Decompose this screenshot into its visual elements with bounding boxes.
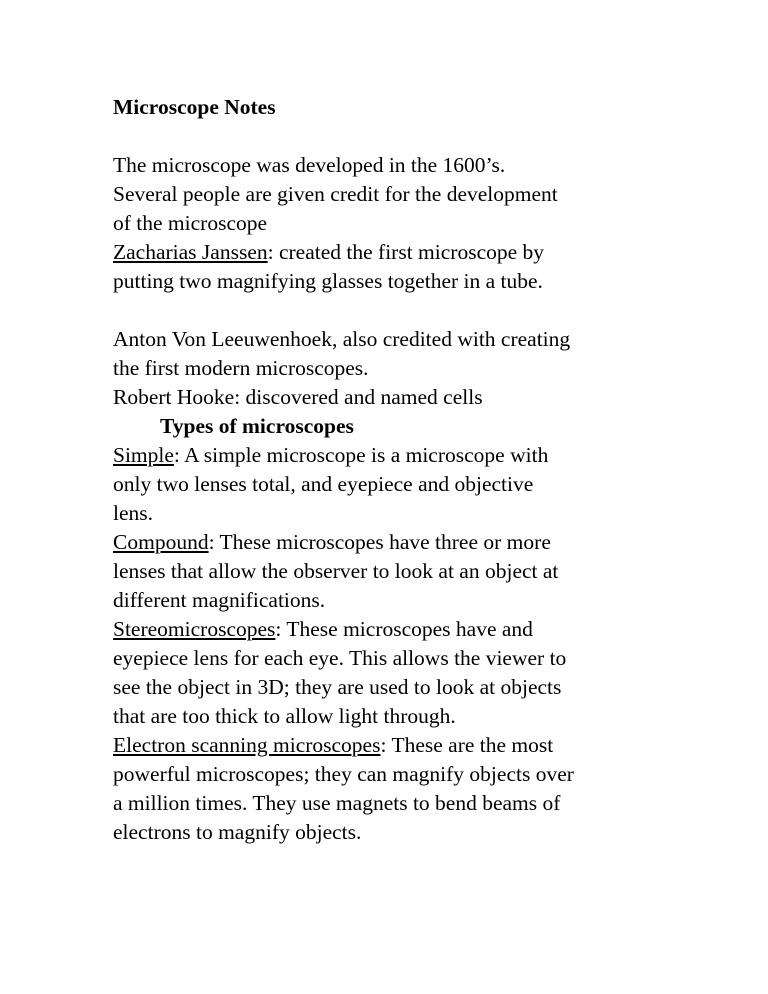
janssen-line [113,238,673,267]
type-line: see the object in 3D; they are used to look at objects [113,675,562,699]
type-line: powerful microscopes; they can magnify objects over [113,762,574,786]
intro-line: Several people are given credit for the development [113,182,558,206]
types-heading: Types of microscopes [160,414,354,438]
type-electron [113,731,673,760]
blank-line [113,122,673,151]
type-line: a million times. They use magnets to bend beams of [113,791,561,815]
type-term: Simple [113,443,174,467]
type-line: different magnifications. [113,588,326,612]
janssen-line-2: putting two magnifying glasses together in a tube. [113,269,543,293]
type-line: that are too thick to allow light through. [113,704,456,728]
type-line: eyepiece lens for each eye. This allows the viewer to [113,646,567,670]
type-compound [113,528,673,557]
document-title: Microscope Notes [113,95,276,119]
type-term: Stereomicroscopes [113,617,276,641]
type-line: electrons to magnify objects. [113,820,362,844]
type-text: : These are the most [380,733,554,757]
type-stereomicroscopes [113,615,673,644]
janssen-text: : created the first microscope by [267,240,545,264]
leeuwenhoek-line: Anton Von Leeuwenhoek, also credited with creating [113,327,571,351]
type-term: Electron scanning microscopes [113,733,381,757]
type-text: : These microscopes have and [275,617,533,641]
type-text: : These microscopes have three or more [208,530,551,554]
intro-line: The microscope was developed in the 1600’s. [113,153,506,177]
type-simple [113,441,673,470]
blank-line [113,296,673,325]
leeuwenhoek-line: the first modern microscopes. [113,356,369,380]
type-term: Compound [113,530,209,554]
type-line: lens. [113,501,154,525]
type-line: only two lenses total, and eyepiece and objective [113,472,534,496]
document-page [113,93,673,847]
janssen-term: Zacharias Janssen [113,240,268,264]
intro-line: of the microscope [113,211,268,235]
type-text: : A simple microscope is a microscope with [173,443,549,467]
type-line: lenses that allow the observer to look at an object at [113,559,559,583]
hooke-line: Robert Hooke: discovered and named cells [113,385,483,409]
